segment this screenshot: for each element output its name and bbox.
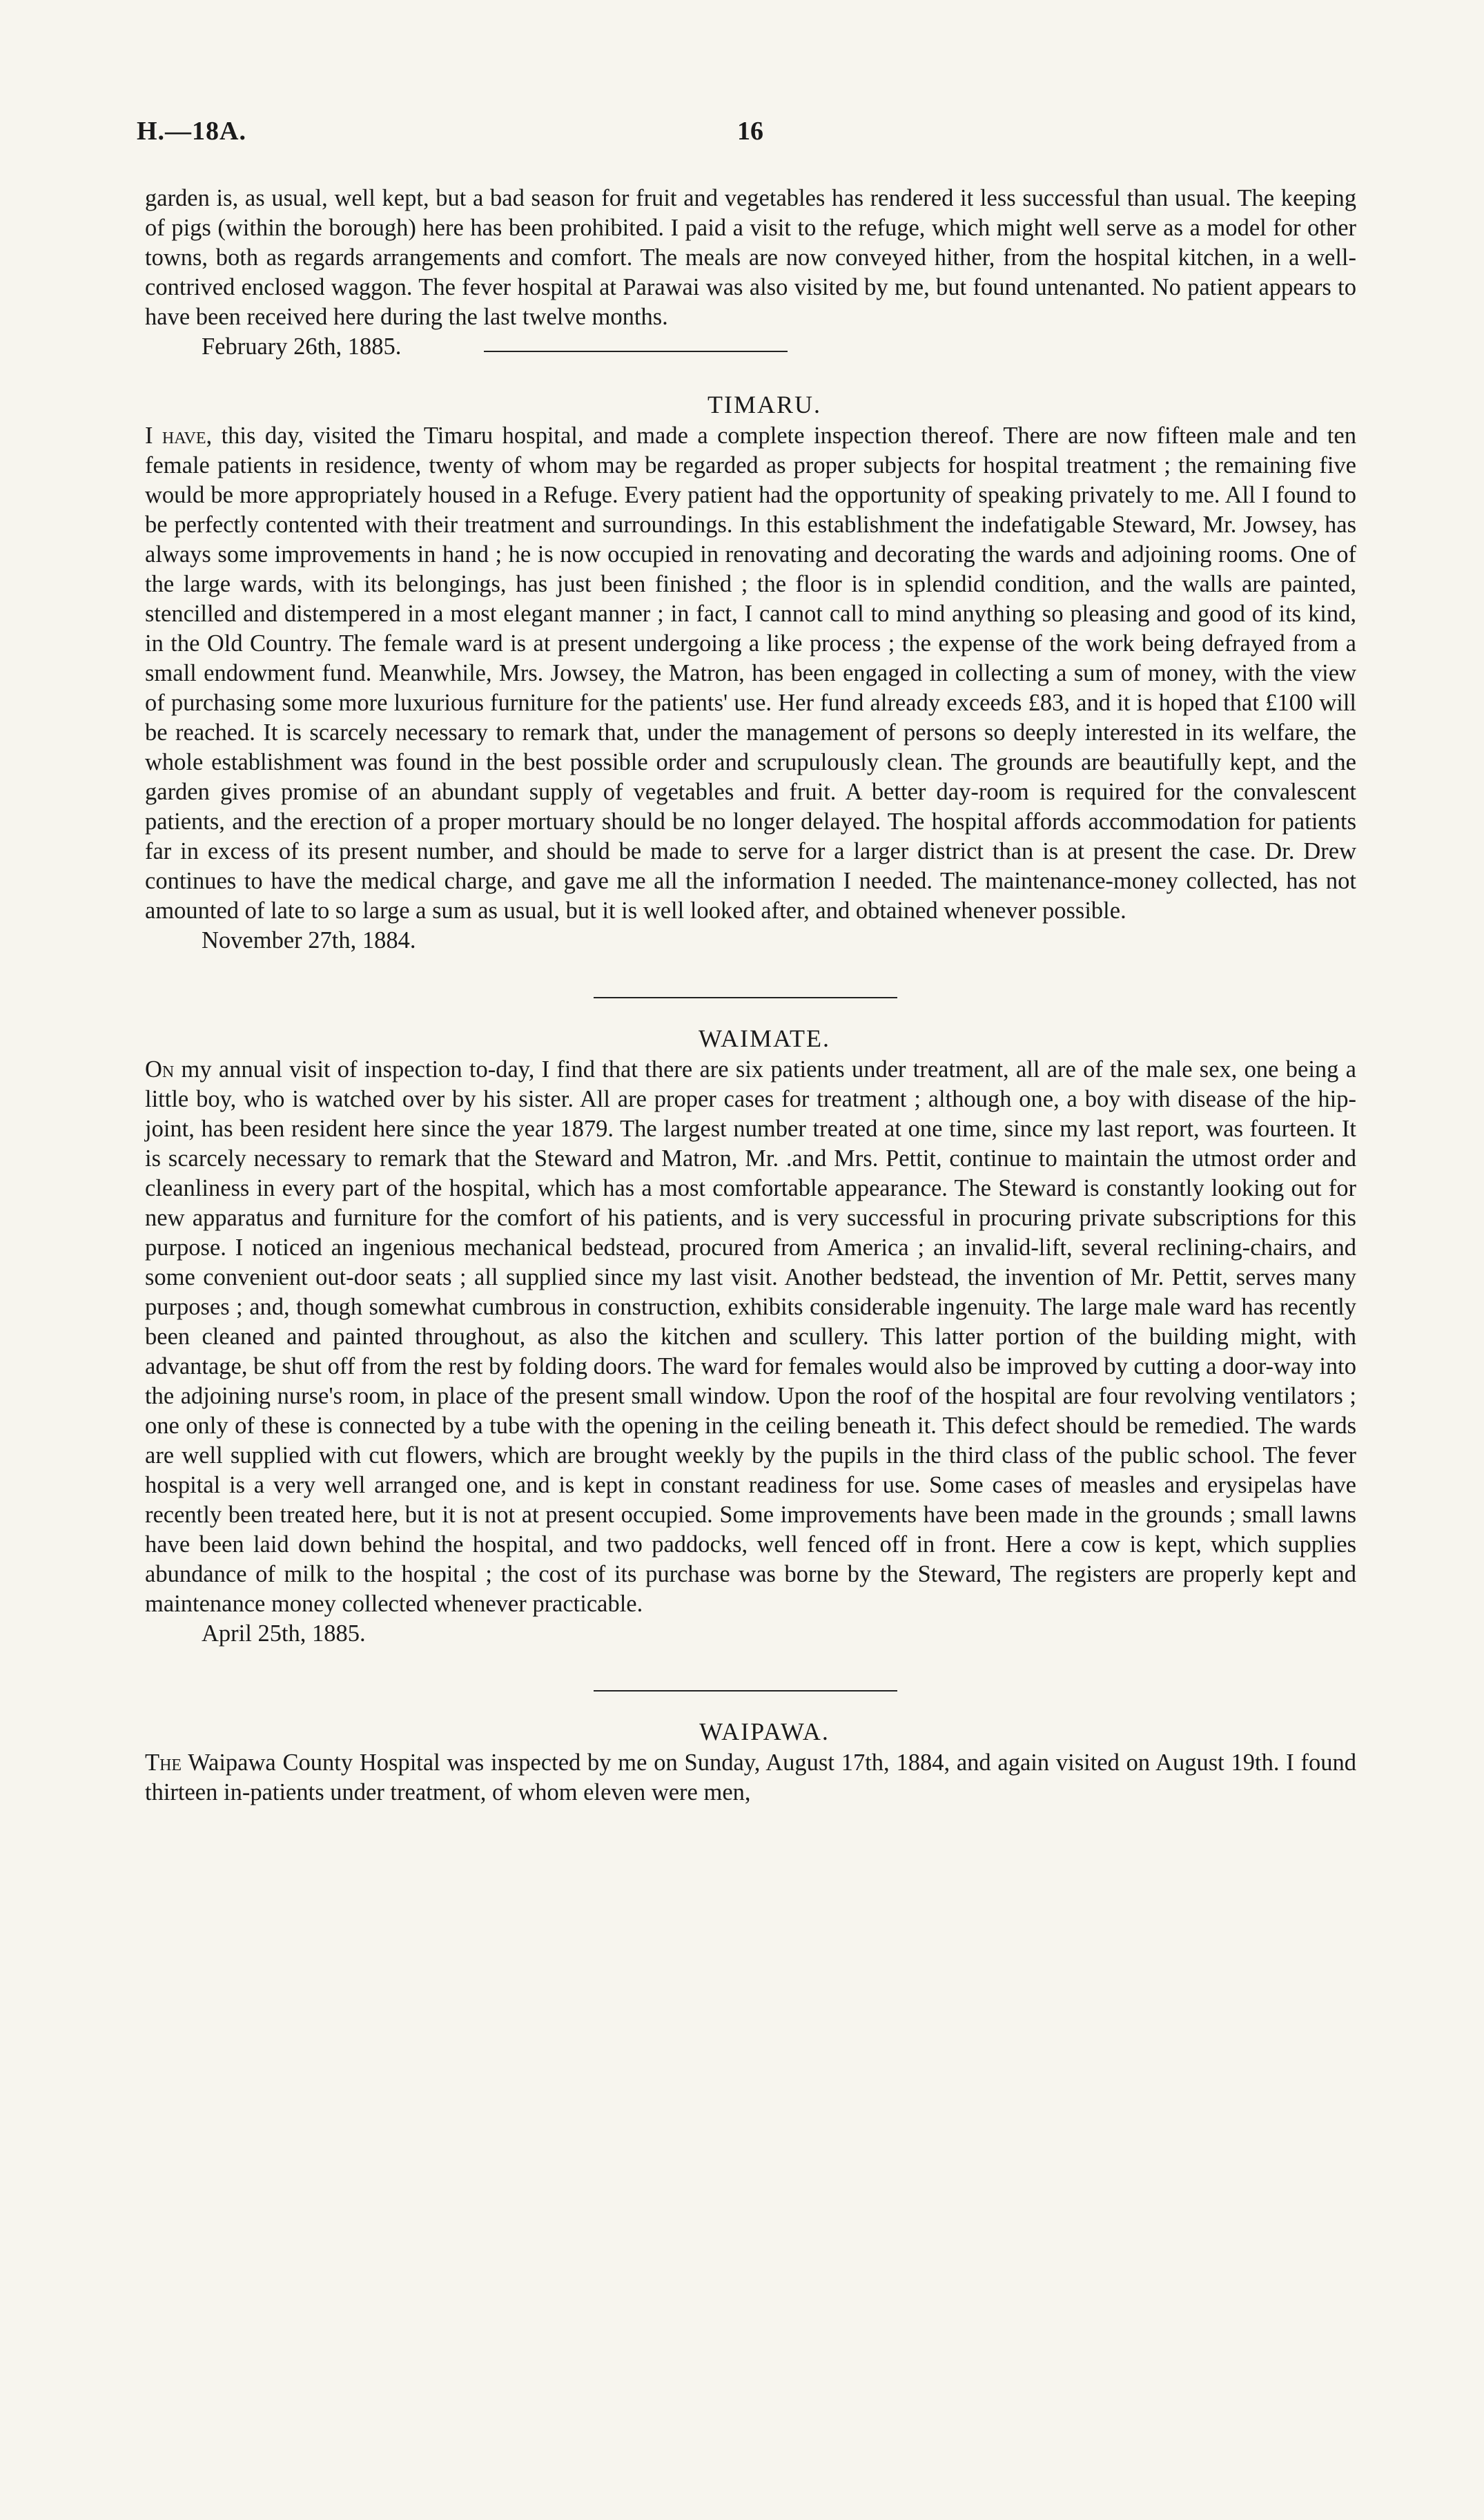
document-reference: H.—18A. — [137, 117, 246, 146]
page-number: 16 — [737, 117, 763, 146]
waipawa-lead-word: The — [145, 1750, 182, 1776]
waipawa-report-paragraph — [145, 1748, 1356, 1807]
section-divider — [145, 991, 1356, 1004]
waimate-lead-word: On — [145, 1056, 175, 1083]
section-divider — [145, 1685, 1356, 1697]
section-title-waipawa: WAIPAWA. — [699, 1718, 830, 1745]
timaru-report-paragraph — [145, 421, 1356, 926]
intro-date-row — [145, 332, 1356, 362]
waimate-date: April 25th, 1885. — [202, 1620, 366, 1647]
section-title-waimate: WAIMATE. — [699, 1025, 830, 1052]
timaru-date: November 27th, 1884. — [202, 927, 416, 953]
waimate-report-paragraph — [145, 1055, 1356, 1619]
section-divider — [484, 351, 788, 352]
timaru-report-text: this day, visited the Timaru hospital, and made a complete inspection thereof. There are now fifteen male and ten female patients in residence, twenty of whom may be regarded as proper subjects for hospital treatment ; the remaining five would be more appropriately housed in a Refuge. Every patient had the opportunity of speaking privately to me. All I found to be perfectly contented with their treatment and surroundings. In this establishment the indefatigable Steward, Mr. Jowsey, has always some improvements in hand ; he is now occupied in renovating and decorating the wards and adjoining rooms. One of the large wards, with its belongings, has just been finished ; the floor is in splendid condition, and the walls are painted, stencilled and distempered in a most elegant manner ; in fact, I cannot call to mind anything so pleasing and good of its kind, in the Old Country. The female ward is at present undergoing a like process ; the expense of the work being defrayed from a small endowment fund. Meanwhile, Mrs. Jowsey, the Matron, has been engaged in collecting a sum of money, with the view of purchasing some more luxurious furniture for the patients' use. Her fund already exceeds £83, and it is hoped that £100 will be reached. It is scarcely necessary to remark that, under the management of persons so deeply interested in its welfare, the whole establishment was found in the best possible order and scrupulously clean. The grounds are beautifully kept, and the garden gives promise of an abundant supply of vegetables and fruit. A better day-room is required for the convalescent patients, and the erection of a proper mortuary should be no longer delayed. The hospital affords accommodation for patients far in excess of its present number, and should be made to serve for a larger district than is at present the case. Dr. Drew continues to have the medical charge, and gave me all the information I needed. The maintenance-money collected, has not amounted of late to so large a sum as usual, but it is well looked after, and obtained whenever possible. — [145, 423, 1356, 924]
page-header — [137, 116, 1365, 157]
waimate-report-text: my annual visit of inspection to-day, I find that there are six patients under treatment, all are of the male sex, one being a little boy, who is watched over by his sister. All are proper cases for treatment ; although one, a boy with disease of the hip-joint, has been resident here since the year 1879. The largest number treated at one time, since my last report, was fourteen. It is scarcely necessary to remark that the Steward and Matron, Mr. .and Mrs. Pettit, continue to maintain the utmost order and cleanliness in every part of the hospital, which has a most comfortable appearance. The Steward is constantly looking out for new apparatus and furniture for the comfort of his patients, and is very successful in procuring private subscriptions for this purpose. I noticed an ingenious mechanical bedstead, procured from America ; an invalid-lift, several reclining-chairs, and some convenient out-door seats ; all supplied since my last visit. Another bedstead, the invention of Mr. Pettit, serves many purposes ; and, though somewhat cumbrous in construction, exhibits considerable ingenuity. The large male ward has recently been cleaned and painted throughout, as also the kitchen and scullery. This latter portion of the building might, with advantage, be shut off from the rest by folding doors. The ward for females would also be improved by cutting a door-way into the adjoining nurse's room, in place of the present small window. Upon the roof of the hospital are four revolving ventilators ; one only of these is connected by a tube with the opening in the ceiling beneath it. This defect should be remedied. The wards are well supplied with cut flowers, which are brought weekly by the pupils in the third class of the public school. The fever hospital is a very well arranged one, and is kept in constant readiness for use. Some cases of measles and erysipelas have recently been treated here, but it is not at present occupied. Some improvements have been made in the grounds ; small lawns have been laid down behind the hospital, and two paddocks, well fenced off in front. Here a cow is kept, which supplies abundance of milk to the hospital ; the cost of its purchase was borne by the Steward, The registers are properly kept and maintenance money collected whenever practicable. — [145, 1056, 1356, 1617]
page-content — [145, 184, 1356, 1807]
intro-date: February 26th, 1885. — [202, 333, 402, 360]
intro-paragraph: garden is, as usual, well kept, but a bad season for fruit and vegetables has rendered it less successful than usual. The keeping of pigs (within the borough) here has been prohibited. I paid a visit to the refuge, which might well serve as a model for other towns, both as regards arrangements and comfort. The meals are now conveyed hither, from the hospital kitchen, in a well-contrived enclosed waggon. The fever hospital at Parawai was also visited by me, but found untenanted. No patient appears to have been received here during the last twelve months. — [145, 185, 1356, 330]
waipawa-report-text: Waipawa County Hospital was inspected by me on Sunday, August 17th, 1884, and again visited on August 19th. I found thirteen in-patients under treatment, of whom eleven were men, — [145, 1750, 1356, 1805]
timaru-lead-word: I have, — [145, 423, 213, 449]
section-title-timaru: TIMARU. — [707, 391, 821, 418]
